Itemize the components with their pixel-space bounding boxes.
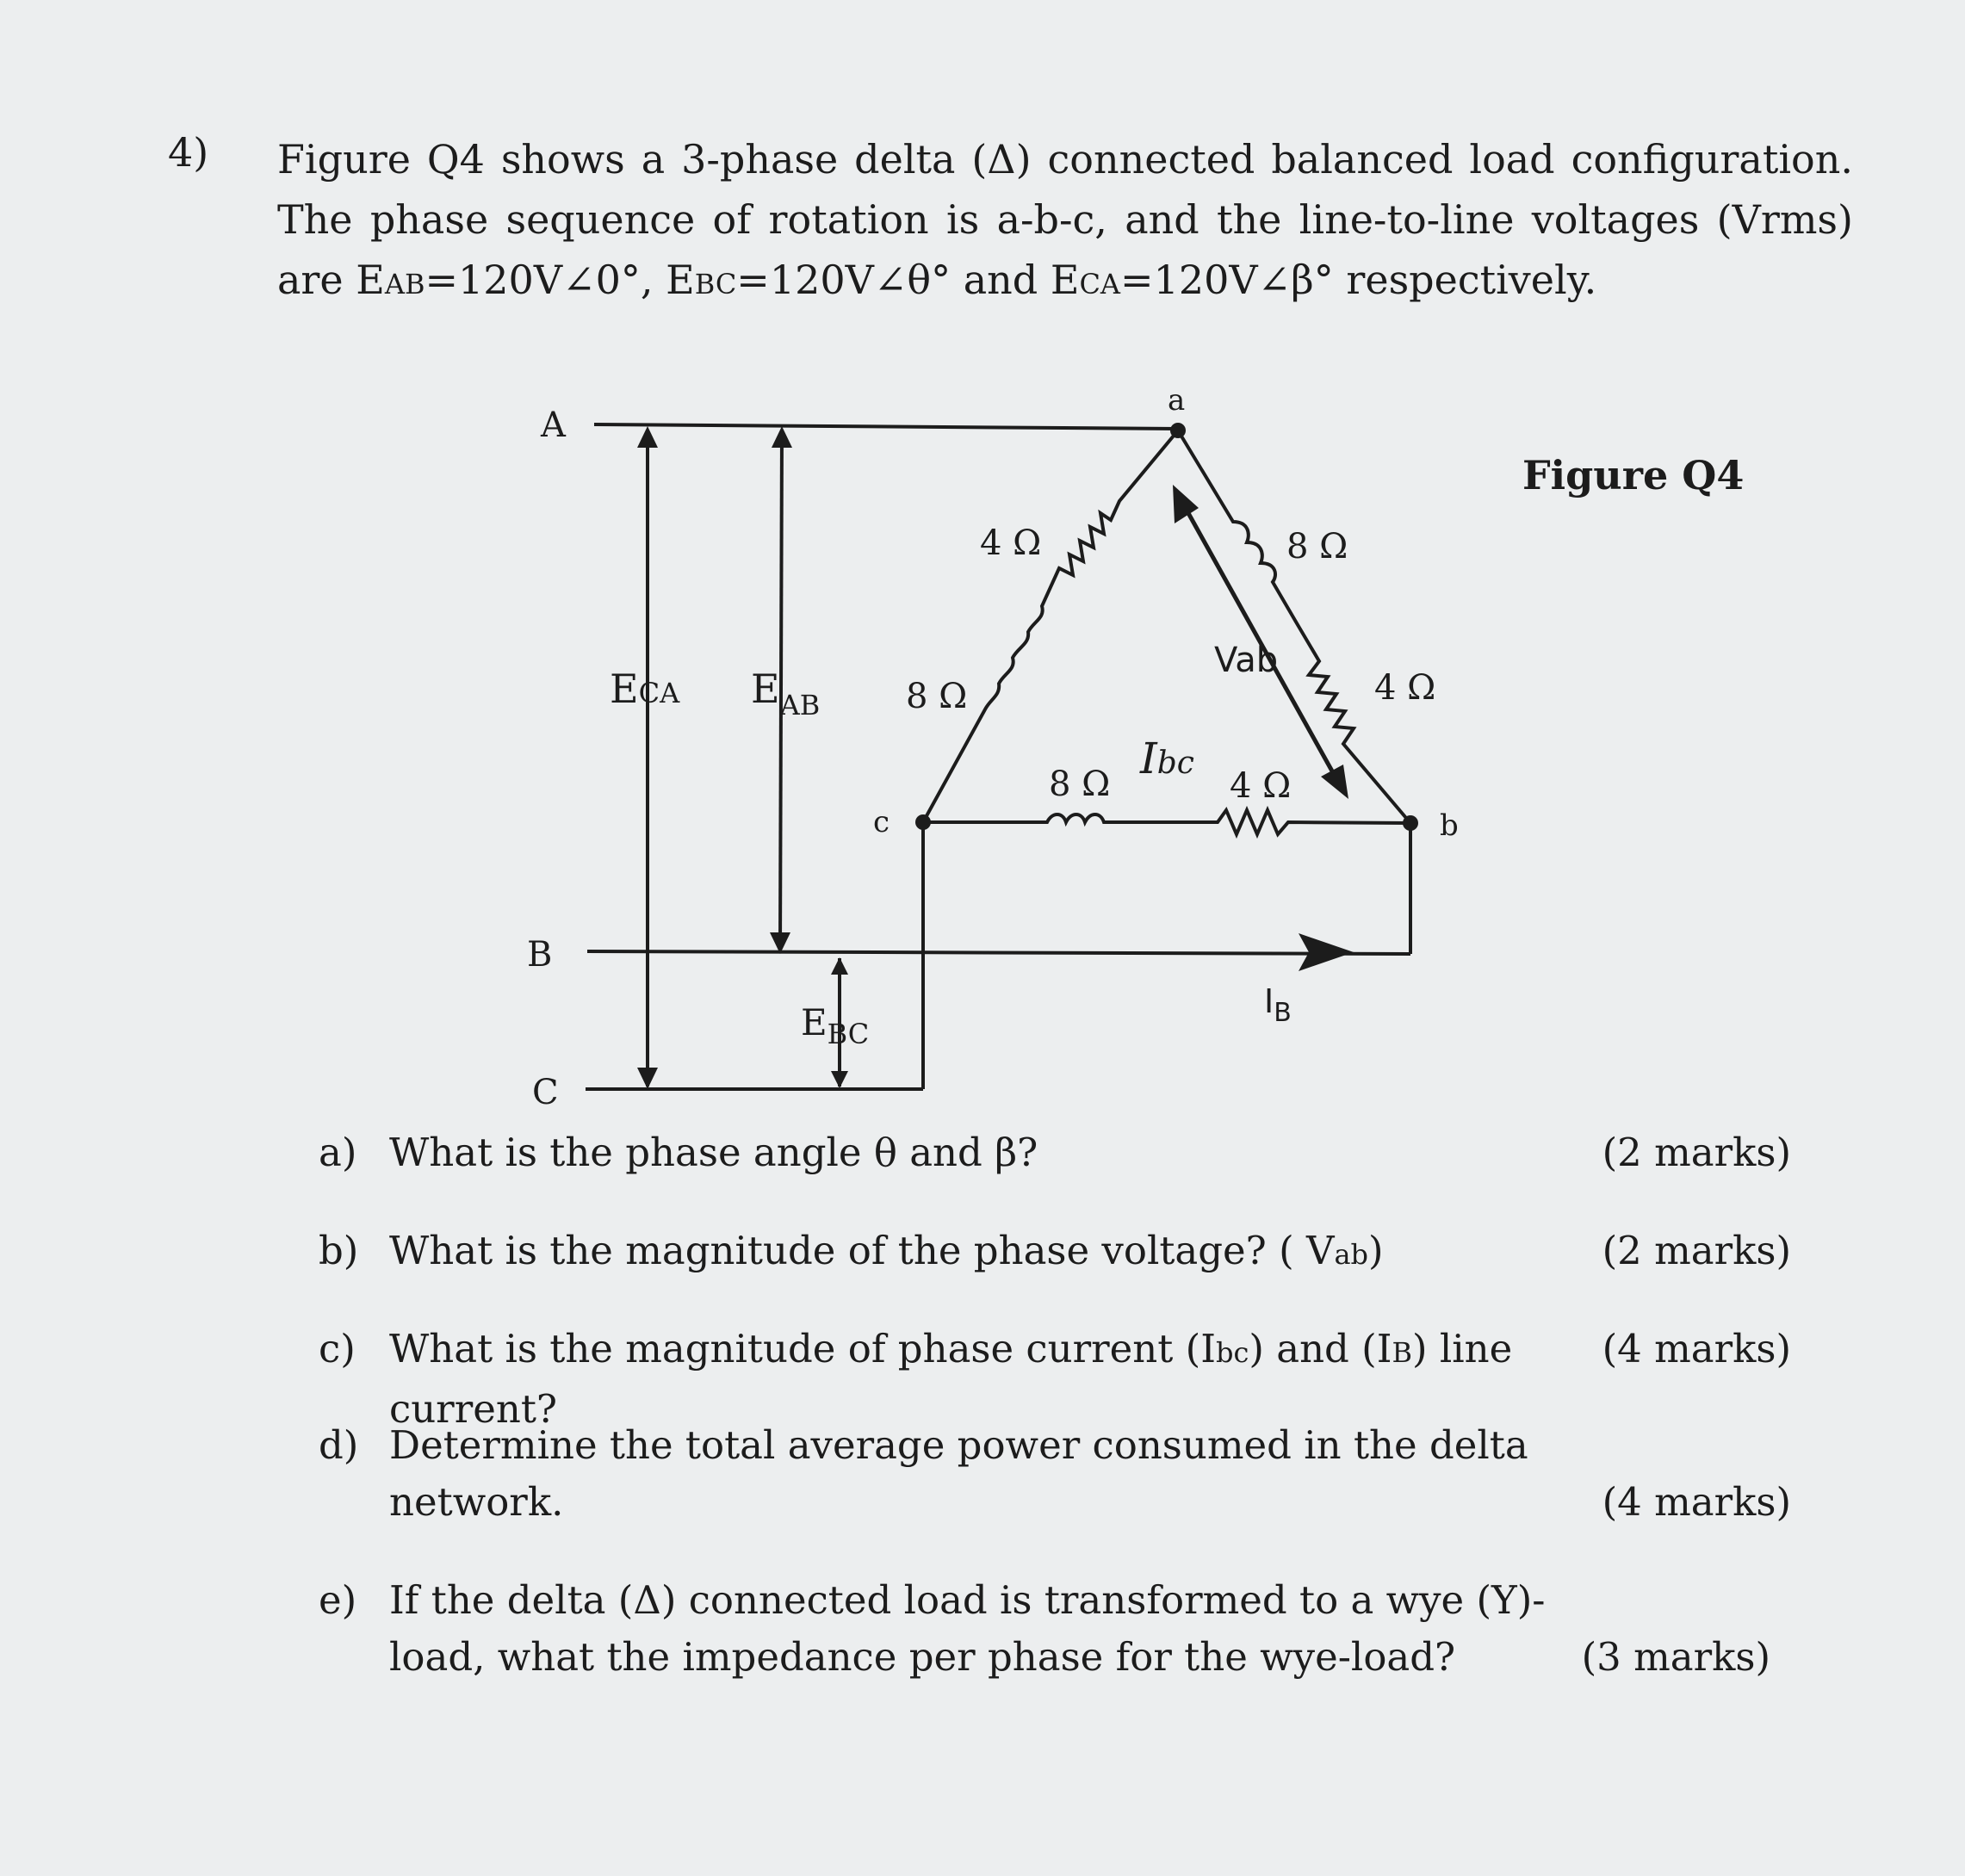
branch-cb (923, 810, 1410, 834)
ib-label: $I_B$ (1264, 982, 1292, 1028)
line-b-wire (587, 951, 1410, 954)
node-b (1403, 815, 1418, 831)
ebc-arrow-bottom (831, 1071, 848, 1088)
part-b-text: What is the magnitude of the phase voltage? ( Vab) (389, 1228, 1384, 1273)
part-c-letter: c) (319, 1326, 356, 1371)
eab-label: $E_{AB}$ (751, 666, 821, 721)
part-b-marks: (2 marks) (1602, 1228, 1791, 1273)
eca-term: ECA=120V∠β° respectively. (1050, 257, 1597, 303)
eab-term: EAB=120V∠0°, (356, 257, 666, 303)
part-e-text: If the delta (Δ) connected load is transformed to a wye (Y)-load, what the impedance per phase for the wye-load? (389, 1577, 1546, 1680)
impedance-ab-resistive: 4 Ω (1374, 668, 1436, 708)
node-c (915, 814, 931, 830)
vab-arrow-head-top (1173, 485, 1199, 523)
impedance-ab-inductive: 8 Ω (1286, 527, 1348, 567)
ebc-arrow-top (831, 957, 848, 975)
node-a (1170, 423, 1186, 438)
vab-arrow-head-bottom (1321, 765, 1348, 799)
part-d-text: Determine the total average power consumed in the delta network. (389, 1422, 1528, 1525)
line-label-b: B (527, 935, 553, 975)
ebc-term: EBC=120V∠θ° and (666, 257, 1051, 303)
eab-arrow-top (772, 426, 792, 448)
impedance-ac-resistive: 4 Ω (980, 523, 1042, 563)
intro-line1: Figure Q4 shows a 3-phase delta (Δ) connected balanced load configuration. The phase sequence of rotation is a-b-c, and the line-to-line voltages (Vrms) are (277, 136, 1853, 303)
eca-arrow-bottom (637, 1068, 658, 1089)
node-label-b: b (1440, 808, 1459, 843)
ebc-label: $E_{BC}$ (801, 1001, 870, 1050)
impedance-bc-resistive: 4 Ω (1230, 766, 1292, 806)
line-a-wire (594, 424, 1178, 429)
part-e-marks: (3 marks) (1581, 1634, 1770, 1680)
node-label-c: c (873, 805, 890, 839)
part-c-marks: (4 marks) (1602, 1326, 1791, 1371)
vab-label: Vab (1214, 641, 1279, 680)
part-e-letter: e) (319, 1577, 357, 1623)
part-d-marks: (4 marks) (1602, 1479, 1791, 1525)
impedance-ac-inductive: 8 Ω (906, 677, 968, 716)
part-a-letter: a) (319, 1130, 357, 1175)
part-a-marks: (2 marks) (1602, 1130, 1791, 1175)
question-number: 4) (168, 129, 209, 176)
eca-label: ECA (610, 666, 680, 712)
part-d-letter: d) (319, 1422, 359, 1468)
ibc-label: Ibc (1140, 734, 1194, 783)
node-label-a: a (1168, 383, 1186, 418)
eca-arrow-top (637, 426, 658, 448)
part-a-text: What is the phase angle θ and β? (389, 1130, 1038, 1175)
part-b-letter: b) (319, 1228, 359, 1273)
line-label-c: C (532, 1073, 559, 1112)
figure-caption: Figure Q4 (1522, 452, 1745, 498)
line-label-a: A (541, 406, 566, 445)
part-c-text: What is the magnitude of phase current (Ibc) and (IB) line current? (389, 1326, 1513, 1432)
branch-ab (1178, 430, 1410, 823)
impedance-bc-inductive: 8 Ω (1049, 765, 1111, 804)
